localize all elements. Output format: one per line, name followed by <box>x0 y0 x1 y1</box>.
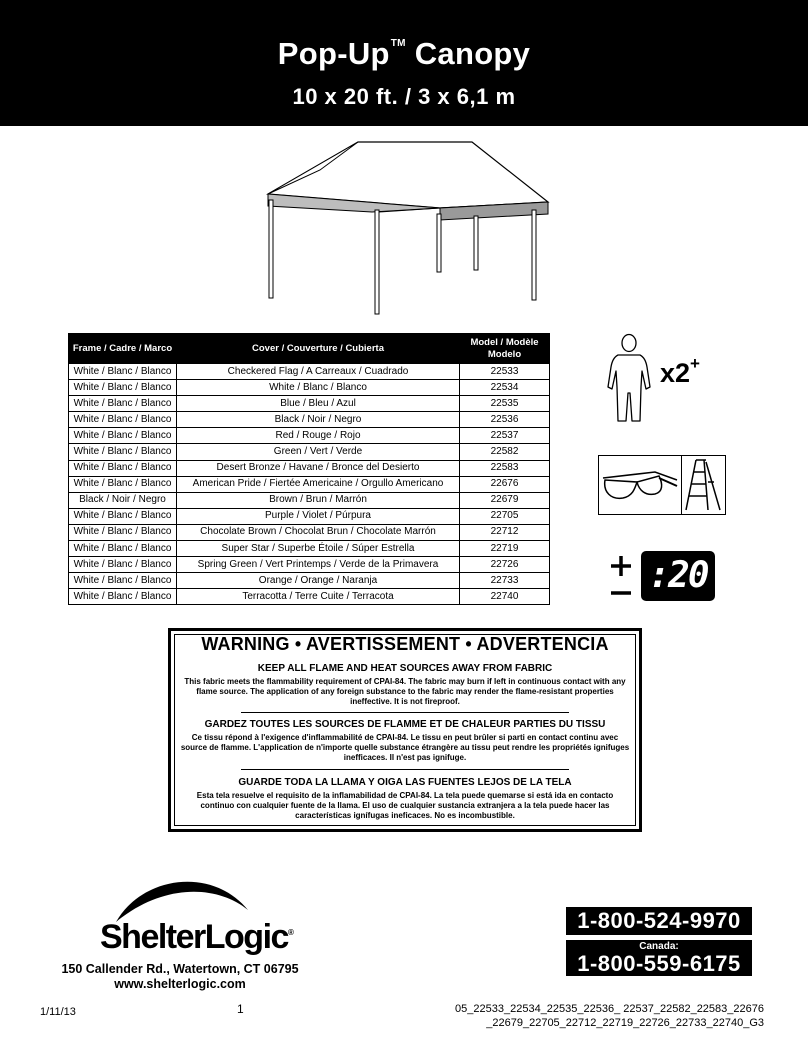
table-row <box>69 573 550 589</box>
warning-french <box>179 719 631 763</box>
table-row <box>69 492 550 508</box>
cover-cell: Super Star / Superbe Étoile / Súper Estrella <box>177 541 460 557</box>
frame-cell: White / Blanc / Blanco <box>69 444 177 460</box>
cover-cell: Spring Green / Vert Printemps / Verde de la Primavera <box>177 557 460 573</box>
frame-column-header: Frame / Cadre / Marco <box>69 334 177 364</box>
safety-glasses-icon <box>599 456 681 514</box>
document-date: 1/11/13 <box>40 1006 76 1018</box>
canada-phone-box <box>566 940 752 976</box>
person-icon <box>604 333 654 425</box>
table-row <box>69 460 550 476</box>
model-cell: 22533 <box>460 364 550 380</box>
model-cell: 22582 <box>460 444 550 460</box>
people-required-count: x2+ <box>660 354 700 388</box>
frame-cell: White / Blanc / Blanco <box>69 428 177 444</box>
table-row <box>69 444 550 460</box>
table-row <box>69 396 550 412</box>
cover-cell: American Pride / Fiertée Americaine / Orgullo Americano <box>177 476 460 492</box>
canopy-illustration <box>262 140 564 316</box>
canada-phone: 1-800-559-6175 <box>577 951 741 976</box>
page-subtitle: 10 x 20 ft. / 3 x 6,1 m <box>292 84 516 109</box>
model-cell: 22679 <box>460 492 550 508</box>
cover-cell: Desert Bronze / Havane / Bronce del Desierto <box>177 460 460 476</box>
model-cell: 22534 <box>460 380 550 396</box>
trademark-mark: TM <box>390 38 406 49</box>
table-row <box>69 508 550 524</box>
model-cell: 22536 <box>460 412 550 428</box>
cover-cell: Terracotta / Terre Cuite / Terracota <box>177 589 460 605</box>
cover-cell: Black / Noir / Negro <box>177 412 460 428</box>
cover-cell: Purple / Violet / Púrpura <box>177 508 460 524</box>
model-column-header: Model / Modèle Modelo <box>460 334 550 364</box>
table-row <box>69 412 550 428</box>
title-banner <box>0 0 808 126</box>
model-cell: 22719 <box>460 541 550 557</box>
frame-cell: White / Blanc / Blanco <box>69 364 177 380</box>
cover-cell: Red / Rouge / Rojo <box>177 428 460 444</box>
support-phone: 1-800-524-9970 <box>566 907 752 935</box>
frame-cell: White / Blanc / Blanco <box>69 412 177 428</box>
warning-divider <box>241 712 569 713</box>
cover-cell: White / Blanc / Blanco <box>177 380 460 396</box>
cover-cell: Brown / Brun / Marrón <box>177 492 460 508</box>
frame-cell: Black / Noir / Negro <box>69 492 177 508</box>
warning-french-body: Ce tissu répond à l'exigence d'inflammabilité de CPAI-84. Le tissu en peut brûler si parti en contact continu avec source de flamme. L'application de n'importe quelle substance étrangère au tissu peut rendre les propriétés ignifuges inefficaces. Il n'est pas ignifuge. <box>180 733 630 762</box>
warning-spanish <box>179 777 631 821</box>
plus-minus-icon <box>607 553 635 603</box>
page-title: Pop-Up™ Canopy <box>277 36 531 71</box>
cover-cell: Green / Vert / Verde <box>177 444 460 460</box>
frame-cell: White / Blanc / Blanco <box>69 573 177 589</box>
cover-cell: Blue / Bleu / Azul <box>177 396 460 412</box>
frame-cell: White / Blanc / Blanco <box>69 557 177 573</box>
cover-cell: Chocolate Brown / Chocolat Brun / Chocolate Marrón <box>177 524 460 540</box>
frame-cell: White / Blanc / Blanco <box>69 476 177 492</box>
frame-cell: White / Blanc / Blanco <box>69 589 177 605</box>
model-cell: 22712 <box>460 524 550 540</box>
table-row <box>69 380 550 396</box>
canada-label: Canada: <box>639 941 679 952</box>
model-cell: 22726 <box>460 557 550 573</box>
document-number: 05_22533_22534_22535_22536_ 22537_22582_22583_22676 _22679_22705_22712_22719_22726_22733_22740_G3 <box>455 1003 764 1029</box>
model-cell: 22583 <box>460 460 550 476</box>
cover-cell: Checkered Flag / A Carreaux / Cuadrado <box>177 364 460 380</box>
frame-cell: White / Blanc / Blanco <box>69 508 177 524</box>
warning-french-heading: GARDEZ TOUTES LES SOURCES DE FLAMME ET DE CHALEUR PARTIES DU TISSU <box>204 719 606 730</box>
model-table <box>68 333 550 605</box>
table-row <box>69 541 550 557</box>
frame-cell: White / Blanc / Blanco <box>69 524 177 540</box>
warning-spanish-heading: GUARDE TODA LA LLAMA Y OIGA LAS FUENTES LEJOS DE LA TELA <box>238 777 572 788</box>
warning-english-body: This fabric meets the flammability requirement of CPAI-84. The fabric may burn if left in continuous contact with any flame source. The application of any foreign substance to the fabric may render the flame-resistant properties ineffective. It is not fireproof. <box>184 677 626 706</box>
warning-divider <box>241 769 569 770</box>
table-row <box>69 589 550 605</box>
shelterlogic-logo: ShelterLogic® <box>100 918 294 956</box>
page-number: 1 <box>237 1002 244 1016</box>
frame-cell: White / Blanc / Blanco <box>69 396 177 412</box>
model-cell: 22537 <box>460 428 550 444</box>
table-row <box>69 557 550 573</box>
warning-box <box>168 628 642 832</box>
time-required-display: :20 <box>641 551 715 601</box>
warning-title: WARNING • AVERTISSEMENT • ADVERTENCIA <box>201 634 609 654</box>
tools-required-panel <box>598 455 726 515</box>
table-row <box>69 524 550 540</box>
website-link: www.shelterlogic.com <box>114 977 246 991</box>
frame-cell: White / Blanc / Blanco <box>69 460 177 476</box>
frame-cell: White / Blanc / Blanco <box>69 380 177 396</box>
table-row <box>69 364 550 380</box>
ladder-icon <box>682 456 726 514</box>
cover-column-header: Cover / Couverture / Cubierta <box>177 334 460 364</box>
warning-english <box>179 663 631 707</box>
table-row <box>69 476 550 492</box>
frame-cell: White / Blanc / Blanco <box>69 541 177 557</box>
model-cell: 22705 <box>460 508 550 524</box>
warning-spanish-body: Esta tela resuelve el requisito de la inflamabilidad de CPAI-84. La tela puede quemarse si está ida en contacto continuo con cualquier fuente de la llama. El uso de cualquier sustancia extranjera a la tela puede hacer las características ignífugas ineficaces. No es incombustible. <box>196 791 614 820</box>
warning-english-heading: KEEP ALL FLAME AND HEAT SOURCES AWAY FROM FABRIC <box>257 663 553 674</box>
model-cell: 22740 <box>460 589 550 605</box>
table-header-row <box>69 334 550 364</box>
cover-cell: Orange / Orange / Naranja <box>177 573 460 589</box>
model-cell: 22535 <box>460 396 550 412</box>
company-address <box>40 962 320 992</box>
model-cell: 22676 <box>460 476 550 492</box>
table-row <box>69 428 550 444</box>
model-cell: 22733 <box>460 573 550 589</box>
street-address: 150 Callender Rd., Watertown, CT 06795 <box>61 962 299 976</box>
